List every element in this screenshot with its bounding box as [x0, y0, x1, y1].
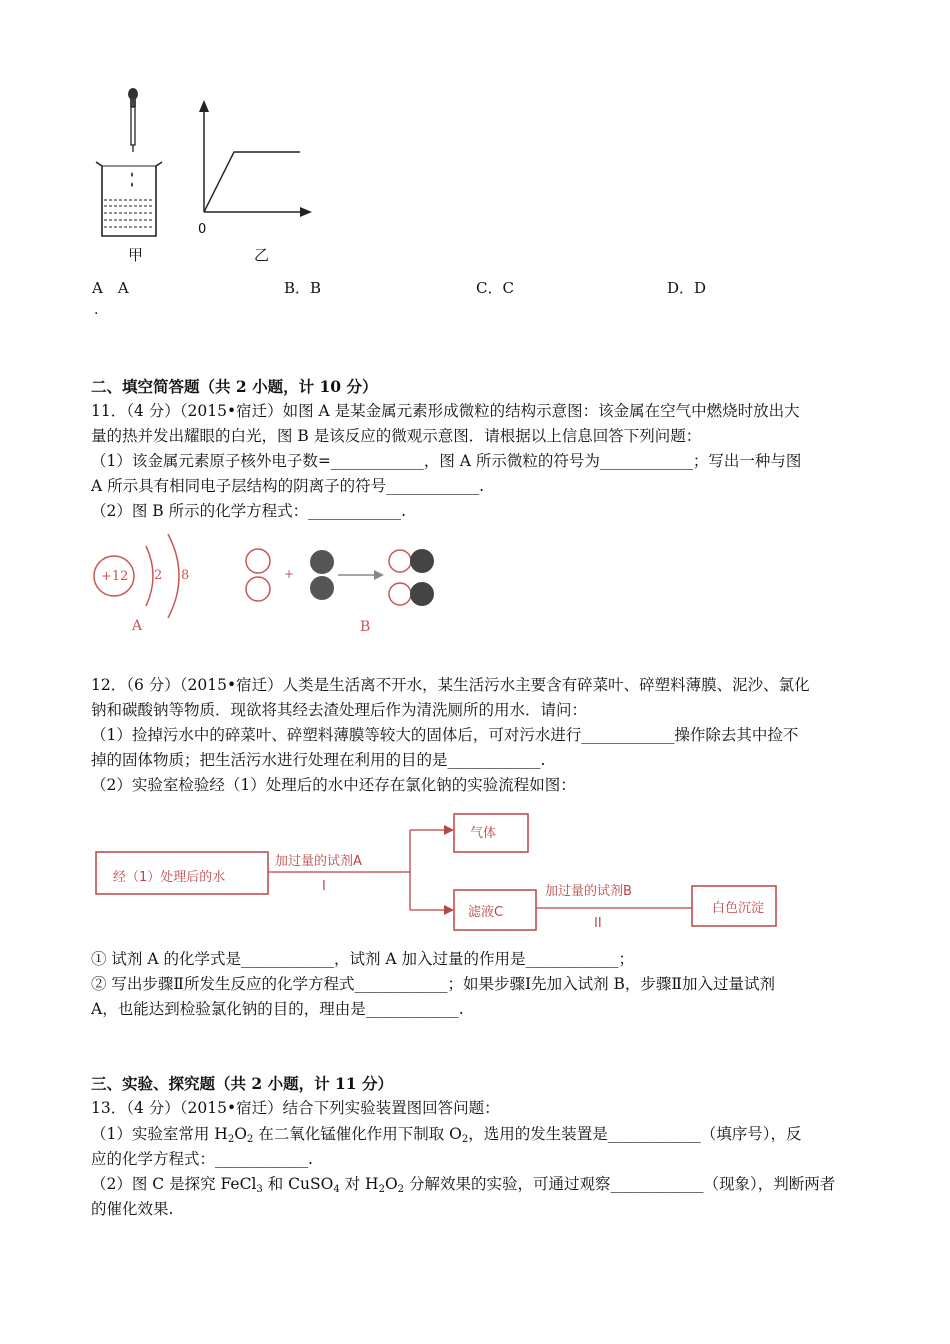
- figure-label-yi: 乙: [254, 246, 270, 264]
- option-d: D．D: [667, 279, 707, 297]
- q13-line4-sub3: 2: [378, 1184, 385, 1195]
- option-a: A A: [92, 279, 129, 297]
- q13-line1: 13．（4 分）（2015•宿迁）结合下列实验装置图回答问题：: [91, 1099, 500, 1117]
- figure-beaker-graph: [88, 86, 328, 266]
- atom-shell2-label: 8: [181, 568, 190, 583]
- option-c: C．C: [476, 279, 514, 297]
- flow-step2-label: II: [594, 916, 602, 931]
- figure-label-a: A: [132, 618, 143, 634]
- q13-line4-sub4: 2: [397, 1184, 405, 1195]
- dropper-icon: [128, 88, 138, 152]
- q12-line1: 12．（6 分）（2015•宿迁）人类是生活离不开水，某生活污水主要含有碎菜叶、碎塑料薄膜、泥沙、氯化: [91, 676, 810, 694]
- q13-line2-part-d: ，选用的发生装置是____________（填序号），反: [468, 1125, 802, 1143]
- q12-line3: （1）捡掉污水中的碎菜叶、碎塑料薄膜等较大的固体后，可对污水进行____________操作除去其中捡不: [91, 726, 799, 744]
- q11-line3: （1）该金属元素原子核外电子数=____________，图 A 所示微粒的符号为____________；写出一种与图: [91, 452, 802, 470]
- section3-heading: 三、实验、探究题（共 2 小题，计 11 分）: [91, 1074, 393, 1093]
- flow-reagent-b-label: 加过量的试剂B: [545, 884, 632, 899]
- flow-gas-box: 气体: [470, 826, 497, 841]
- flow-precipitate-box: 白色沉淀: [712, 901, 765, 916]
- section2-heading: 二、填空简答题（共 2 小题，计 10 分）: [91, 377, 378, 396]
- q13-line3: 应的化学方程式：____________.: [91, 1150, 313, 1168]
- q13-line2-sub1: 2: [227, 1134, 235, 1145]
- atom-nucleus-label: +12: [101, 569, 129, 584]
- product-molecules: [389, 549, 434, 606]
- graph-axes: [199, 100, 312, 217]
- flow-reagent-a-label: 加过量的试剂A: [275, 854, 362, 869]
- q13-line4-part-b: 和 CuSO: [262, 1175, 334, 1193]
- reaction-arrow-icon: [338, 570, 384, 580]
- q11-line1: 11．（4 分）（2015•宿迁）如图 A 是某金属元素形成微粒的结构示意图：该金属在空气中燃烧时放出大: [91, 402, 800, 420]
- option-a-dot: .: [94, 302, 99, 318]
- graph-origin-label: 0: [198, 222, 207, 237]
- q13-line2-sub2: 2: [246, 1134, 254, 1145]
- molecule-dark: [310, 550, 334, 600]
- q13-line2: [91, 1124, 801, 1150]
- atom-shell1-label: 2: [154, 568, 163, 583]
- q11-line5: （2）图 B 所示的化学方程式：____________.: [91, 502, 407, 520]
- q12-line6: ① 试剂 A 的化学式是____________，试剂 A 加入过量的作用是____________；: [91, 950, 635, 968]
- q13-line2-sub3: 2: [461, 1134, 469, 1145]
- q12-line4: 掉的固体物质；把生活污水进行处理在利用的目的是____________.: [91, 751, 546, 769]
- q13-line4-sub1: 3: [256, 1184, 263, 1195]
- q12-line8: A，也能达到检验氯化钠的目的，理由是____________.: [91, 1000, 464, 1018]
- option-b: B．B: [284, 279, 322, 297]
- q13-line4-part-c: 对 H: [339, 1175, 379, 1193]
- flow-filtrate-box: 滤液C: [468, 905, 504, 920]
- figure-label-jia: 甲: [128, 246, 144, 264]
- flow-start-box: 经（1）处理后的水: [113, 870, 226, 885]
- q13-line2-part-c: 在二氧化锰催化作用下制取 O: [253, 1125, 462, 1143]
- q13-line4-sub2: 4: [333, 1184, 340, 1195]
- q13-line4: [91, 1174, 835, 1200]
- q13-line2-part-a: （1）实验室常用 H: [91, 1125, 228, 1143]
- q11-line4: A 所示具有相同电子层结构的阴离子的符号____________.: [91, 477, 485, 495]
- q13-line4-part-a: （2）图 C 是探究 FeCl: [91, 1175, 257, 1193]
- q12-line7: ② 写出步骤Ⅱ所发生反应的化学方程式____________；如果步骤Ⅰ先加入试剂 B，步骤Ⅱ加入过量试剂: [91, 975, 775, 993]
- q12-line5: （2）实验室检验经（1）处理后的水中还存在氯化钠的实验流程如图：: [91, 776, 576, 794]
- q12-line2: 钠和碳酸钠等物质．现欲将其经去渣处理后作为清洗厕所的用水．请问：: [91, 701, 588, 719]
- q13-line4-part-d: O: [384, 1175, 398, 1193]
- figure-label-b: B: [360, 619, 371, 635]
- reaction-plus-sign: +: [284, 567, 295, 581]
- q13-line2-part-b: O: [234, 1125, 247, 1143]
- q11-line2: 量的热并发出耀眼的白光，图 B 是该反应的微观示意图．请根据以上信息回答下列问题：: [91, 427, 702, 445]
- q13-line5: 的催化效果.: [91, 1200, 174, 1218]
- flow-step1-label: I: [322, 879, 326, 894]
- q13-line4-part-e: 分解效果的实验，可通过观察____________（现象），判断两者: [404, 1175, 836, 1193]
- beaker-icon: [96, 162, 162, 236]
- molecule-o2-left: [246, 549, 270, 601]
